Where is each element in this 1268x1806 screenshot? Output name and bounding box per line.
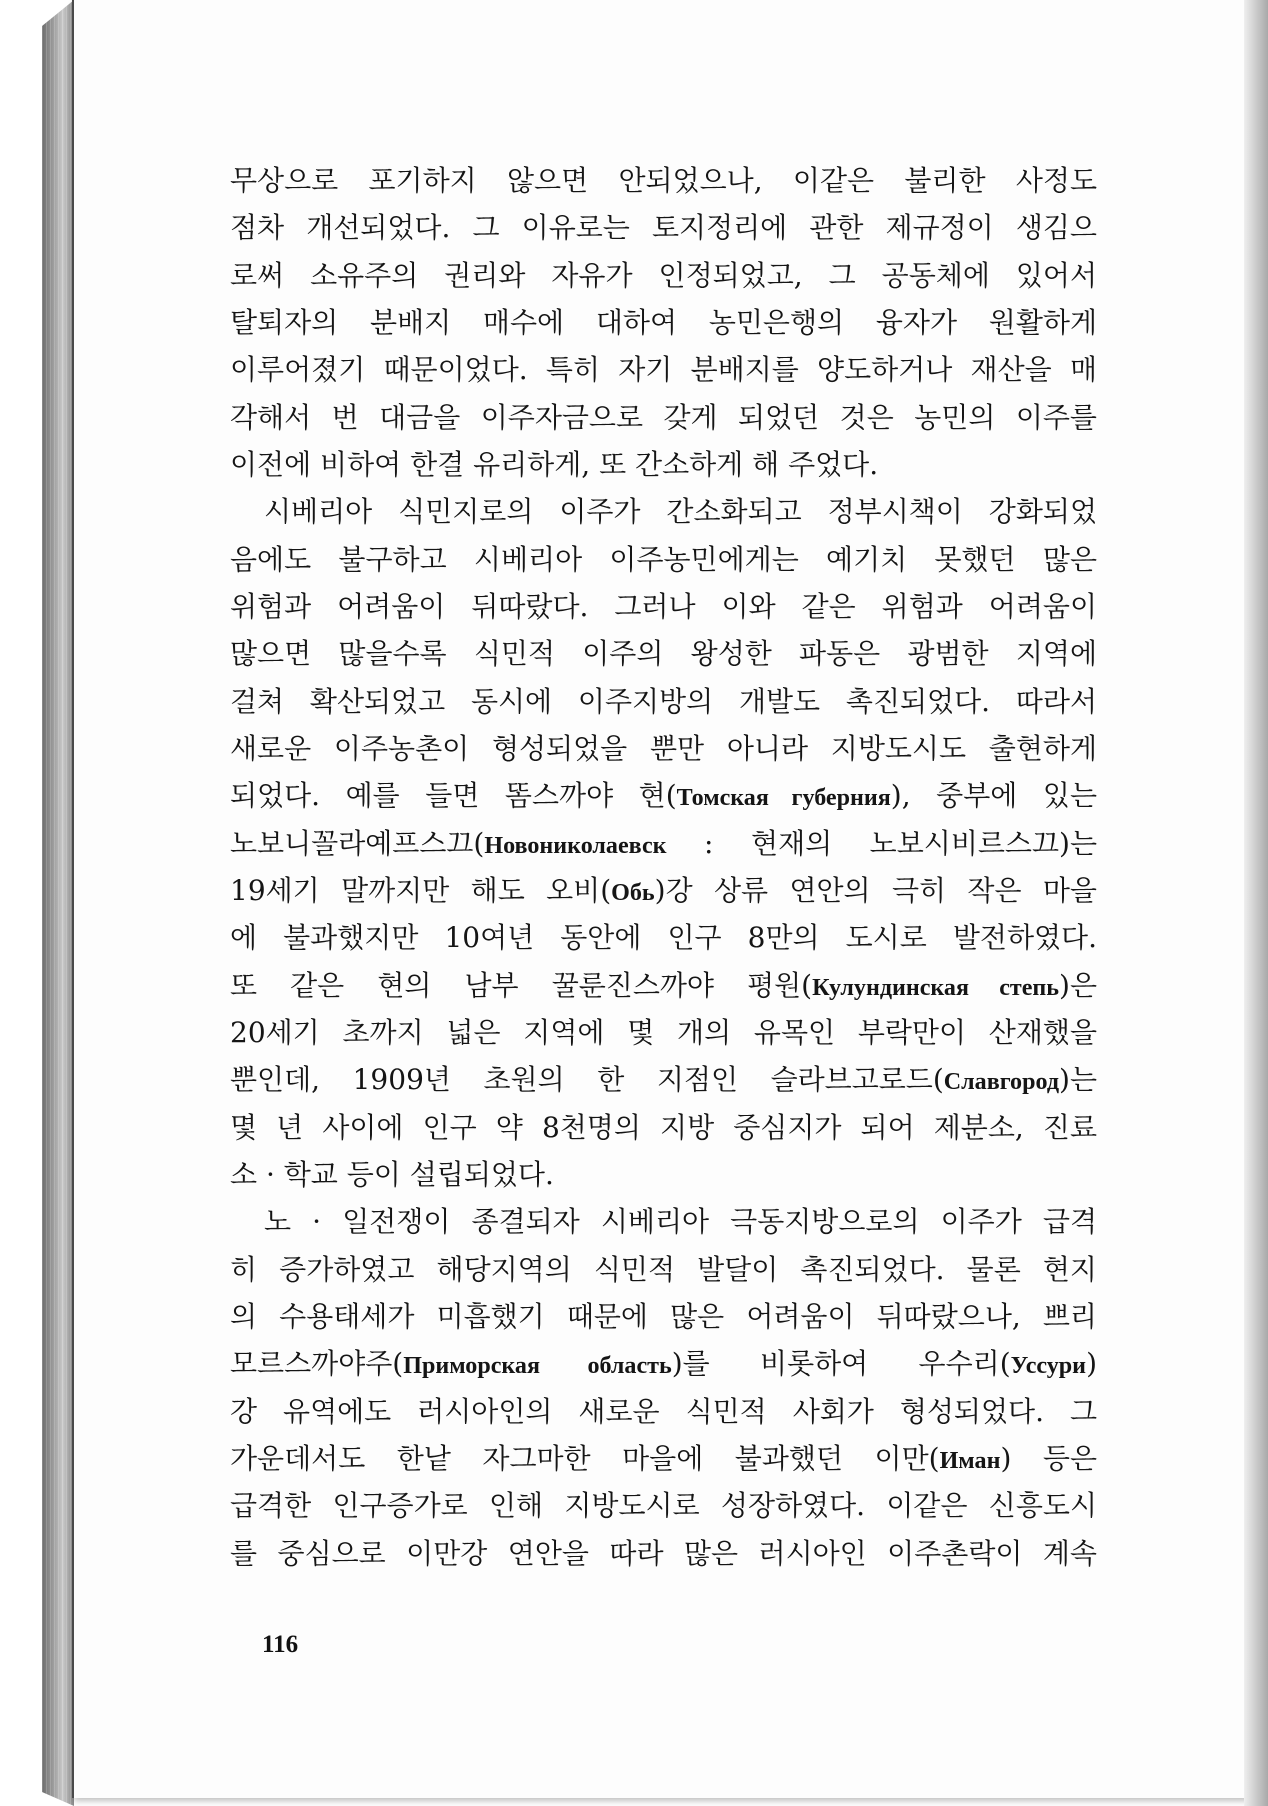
text-line: 시베리아 식민지로의 이주가 간소화되고 정부시책이 강화되었 (264, 495, 1097, 529)
text-line: 노보니꼴라예프스끄(Новониколаевск : 현재의 노보시비르스끄)는 (230, 826, 1097, 860)
text-line: 이루어졌기 때문이었다. 특히 자기 분배지를 양도하거나 재산을 매 (230, 353, 1097, 387)
cyrillic-term: Приморская область (403, 1353, 672, 1380)
cyrillic-term: Новониколаевск (484, 832, 667, 859)
text-line: 로써 소유주의 권리와 자유가 인정되었고, 그 공동체에 있어서 (230, 258, 1097, 292)
text-line: 모르스까야주(Приморская область)를 비롯하여 우수리(Уссури) (230, 1347, 1097, 1381)
book-page-stack-edge (42, 0, 74, 1806)
text-line: 노 · 일전쟁이 종결되자 시베리아 극동지방으로의 이주가 급격 (264, 1205, 1097, 1239)
cyrillic-term: Уссури (1010, 1353, 1087, 1380)
text-line: 또 같은 현의 남부 꿀룬진스까야 평원(Кулундинская степь)은 (230, 968, 1097, 1002)
paragraph-1 (230, 157, 1097, 488)
cyrillic-term: Кулундинская степь (812, 974, 1060, 1001)
text-line: 각해서 번 대금을 이주자금으로 갖게 되었던 것은 농민의 이주를 (230, 400, 1097, 434)
page-number: 116 (262, 1631, 299, 1658)
cyrillic-term: Томская губерния (676, 785, 891, 812)
text-line: 되었다. 예를 들면 똠스까야 현(Томская губерния), 중부에 있는 (230, 779, 1097, 813)
text-line: 의 수용태세가 미흡했기 때문에 많은 어려움이 뒤따랐으나, 쁘리 (230, 1299, 1097, 1333)
text-line: 이전에 비하여 한결 유리하게, 또 간소하게 해 주었다. (230, 447, 879, 481)
text-line: 20세기 초까지 넓은 지역에 몇 개의 유목인 부락만이 산재했을 (230, 1015, 1097, 1049)
paragraph-2 (230, 488, 1097, 1198)
text-line: 걸쳐 확산되었고 동시에 이주지방의 개발도 촉진되었다. 따라서 (230, 684, 1097, 718)
cyrillic-term: Иман (939, 1447, 1001, 1474)
text-line: 히 증가하였고 해당지역의 식민적 발달이 촉진되었다. 물론 현지 (230, 1252, 1097, 1286)
text-line: 점차 개선되었다. 그 이유로는 토지정리에 관한 제규정이 생김으 (230, 211, 1097, 245)
text-line: 급격한 인구증가로 인해 지방도시로 성장하였다. 이같은 신흥도시 (230, 1489, 1097, 1523)
paragraph-3 (230, 1198, 1097, 1577)
text-line: 음에도 불구하고 시베리아 이주농민에게는 예기치 못했던 많은 (230, 542, 1097, 576)
text-line: 몇 년 사이에 인구 약 8천명의 지방 중심지가 되어 제분소, 진료 (230, 1110, 1097, 1144)
text-line: 뿐인데, 1909년 초원의 한 지점인 슬라브고로드(Славгород)는 (230, 1063, 1097, 1097)
text-line: 새로운 이주농촌이 형성되었을 뿐만 아니라 지방도시도 출현하게 (230, 731, 1097, 765)
cyrillic-term: Славгород (943, 1069, 1060, 1096)
text-line: 를 중심으로 이만강 연안을 따라 많은 러시아인 이주촌락이 계속 (230, 1536, 1097, 1570)
text-line: 소 · 학교 등이 설립되었다. (230, 1157, 554, 1191)
body-text (230, 157, 1097, 1577)
text-line: 19세기 말까지만 해도 오비(Обь)강 상류 연안의 극히 작은 마을 (230, 873, 1097, 907)
text-line: 위험과 어려움이 뒤따랐다. 그러나 이와 같은 위험과 어려움이 (230, 589, 1097, 623)
text-line: 많으면 많을수록 식민적 이주의 왕성한 파동은 광범한 지역에 (230, 637, 1097, 671)
text-line: 무상으로 포기하지 않으면 안되었으나, 이같은 불리한 사정도 (230, 164, 1097, 197)
text-line: 에 불과했지만 10여년 동안에 인구 8만의 도시로 발전하였다. (230, 921, 1097, 955)
book-right-edge-shadow (1244, 0, 1268, 1806)
cyrillic-term: Обь (611, 879, 655, 906)
text-line: 가운데서도 한낱 자그마한 마을에 불과했던 이만(Иман) 등은 (230, 1441, 1098, 1475)
text-line: 강 유역에도 러시아인의 새로운 식민적 사회가 형성되었다. 그 (230, 1394, 1097, 1428)
text-line: 탈퇴자의 분배지 매수에 대하여 농민은행의 융자가 원활하게 (230, 305, 1097, 339)
